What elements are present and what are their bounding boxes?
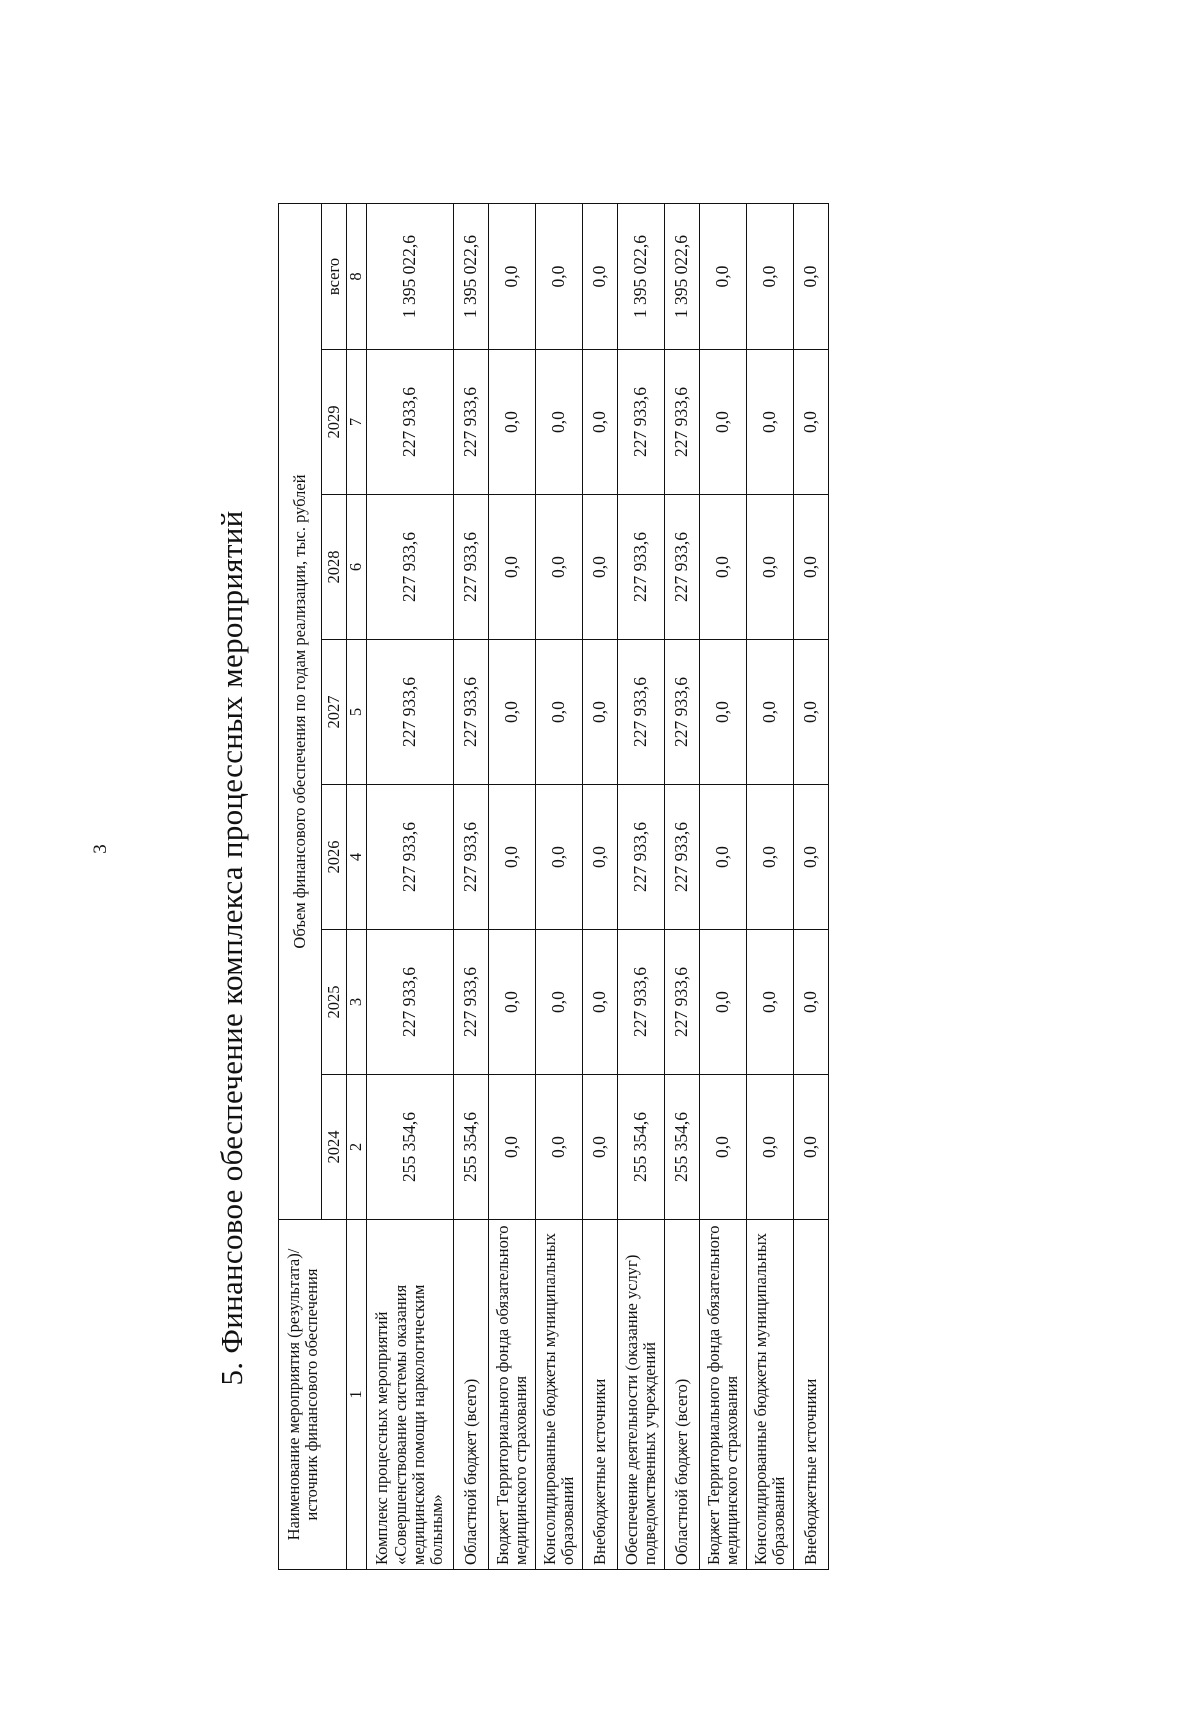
row-name: Внебюджетные источники bbox=[794, 1220, 829, 1570]
value-cell: 227 933,6 bbox=[454, 930, 489, 1075]
value-cell: 227 933,6 bbox=[454, 785, 489, 930]
value-cell: 227 933,6 bbox=[367, 640, 454, 785]
row-name: Консолидированные бюджеты муниципальных образований bbox=[747, 1220, 794, 1570]
row-name: Обеспечение деятельности (оказание услуг) подведомственных учреждений bbox=[618, 1220, 665, 1570]
header-name: Наименование мероприятия (результата)/источник финансового обеспечения bbox=[279, 1220, 347, 1570]
value-cell: 0,0 bbox=[489, 640, 536, 785]
header-year-2024: 2024 bbox=[322, 1075, 347, 1220]
table-row bbox=[665, 204, 700, 1570]
value-cell: 227 933,6 bbox=[665, 495, 700, 640]
value-cell: 227 933,6 bbox=[665, 640, 700, 785]
value-cell: 227 933,6 bbox=[454, 350, 489, 495]
value-cell: 0,0 bbox=[536, 640, 583, 785]
value-cell: 227 933,6 bbox=[454, 640, 489, 785]
value-cell: 0,0 bbox=[489, 785, 536, 930]
header-year-2028: 2028 bbox=[322, 495, 347, 640]
column-number: 3 bbox=[347, 930, 367, 1075]
row-name: Консолидированные бюджеты муниципальных образований bbox=[536, 1220, 583, 1570]
value-cell: 227 933,6 bbox=[618, 495, 665, 640]
value-cell: 255 354,6 bbox=[665, 1075, 700, 1220]
column-number: 7 bbox=[347, 350, 367, 495]
value-cell: 0,0 bbox=[794, 1075, 829, 1220]
value-cell: 0,0 bbox=[489, 1075, 536, 1220]
value-cell: 227 933,6 bbox=[367, 350, 454, 495]
column-number: 4 bbox=[347, 785, 367, 930]
row-name: Внебюджетные источники bbox=[583, 1220, 618, 1570]
value-cell: 0,0 bbox=[747, 1075, 794, 1220]
column-number: 1 bbox=[347, 1220, 367, 1570]
value-cell: 0,0 bbox=[700, 640, 747, 785]
value-cell: 0,0 bbox=[747, 640, 794, 785]
table-row bbox=[489, 204, 536, 1570]
row-name: Бюджет Территориального фонда обязательного медицинского страхования bbox=[489, 1220, 536, 1570]
row-name: Бюджет Территориального фонда обязательного медицинского страхования bbox=[700, 1220, 747, 1570]
value-cell: 0,0 bbox=[747, 930, 794, 1075]
value-cell: 0,0 bbox=[700, 785, 747, 930]
row-name: Областной бюджет (всего) bbox=[454, 1220, 489, 1570]
value-cell: 255 354,6 bbox=[367, 1075, 454, 1220]
value-cell: 227 933,6 bbox=[454, 495, 489, 640]
value-cell: 0,0 bbox=[489, 930, 536, 1075]
table-row bbox=[454, 204, 489, 1570]
section-title: 5. Финансовое обеспечение комплекса процессных мероприятий bbox=[214, 510, 249, 1386]
value-cell: 0,0 bbox=[700, 930, 747, 1075]
value-cell: 227 933,6 bbox=[618, 785, 665, 930]
value-cell: 0,0 bbox=[794, 785, 829, 930]
financing-table-wrapper bbox=[278, 203, 829, 1570]
header-year-2029: 2029 bbox=[322, 350, 347, 495]
total-cell: 0,0 bbox=[536, 204, 583, 350]
value-cell: 227 933,6 bbox=[618, 640, 665, 785]
table-row bbox=[618, 204, 665, 1570]
value-cell: 255 354,6 bbox=[454, 1075, 489, 1220]
total-cell: 1 395 022,6 bbox=[454, 204, 489, 350]
table-row bbox=[536, 204, 583, 1570]
value-cell: 0,0 bbox=[794, 640, 829, 785]
value-cell: 0,0 bbox=[489, 350, 536, 495]
column-number: 2 bbox=[347, 1075, 367, 1220]
value-cell: 0,0 bbox=[536, 1075, 583, 1220]
header-total: всего bbox=[322, 204, 347, 350]
table-row bbox=[700, 204, 747, 1570]
total-cell: 0,0 bbox=[747, 204, 794, 350]
value-cell: 0,0 bbox=[747, 495, 794, 640]
value-cell: 0,0 bbox=[583, 1075, 618, 1220]
value-cell: 227 933,6 bbox=[618, 350, 665, 495]
header-year-2025: 2025 bbox=[322, 930, 347, 1075]
table-row bbox=[583, 204, 618, 1570]
value-cell: 0,0 bbox=[747, 350, 794, 495]
total-cell: 1 395 022,6 bbox=[618, 204, 665, 350]
value-cell: 0,0 bbox=[700, 350, 747, 495]
column-number: 5 bbox=[347, 640, 367, 785]
rotated-content bbox=[0, 184, 1200, 1712]
value-cell: 0,0 bbox=[794, 930, 829, 1075]
value-cell: 0,0 bbox=[583, 640, 618, 785]
value-cell: 0,0 bbox=[583, 350, 618, 495]
total-cell: 0,0 bbox=[794, 204, 829, 350]
header-year-2027: 2027 bbox=[322, 640, 347, 785]
table-row bbox=[794, 204, 829, 1570]
value-cell: 0,0 bbox=[794, 495, 829, 640]
total-cell: 1 395 022,6 bbox=[367, 204, 454, 350]
header-year-2026: 2026 bbox=[322, 785, 347, 930]
value-cell: 227 933,6 bbox=[618, 930, 665, 1075]
value-cell: 227 933,6 bbox=[665, 350, 700, 495]
table-row bbox=[747, 204, 794, 1570]
value-cell: 0,0 bbox=[536, 495, 583, 640]
value-cell: 227 933,6 bbox=[367, 785, 454, 930]
value-cell: 0,0 bbox=[583, 495, 618, 640]
value-cell: 227 933,6 bbox=[367, 495, 454, 640]
total-cell: 0,0 bbox=[700, 204, 747, 350]
value-cell: 0,0 bbox=[536, 930, 583, 1075]
value-cell: 227 933,6 bbox=[665, 930, 700, 1075]
value-cell: 0,0 bbox=[700, 495, 747, 640]
financing-table bbox=[278, 203, 829, 1570]
row-name: Комплекс процессных мероприятий «Совершенствование системы оказания медицинской помощи наркологическим больным» bbox=[367, 1220, 454, 1570]
value-cell: 0,0 bbox=[794, 350, 829, 495]
value-cell: 227 933,6 bbox=[367, 930, 454, 1075]
value-cell: 227 933,6 bbox=[665, 785, 700, 930]
value-cell: 0,0 bbox=[536, 785, 583, 930]
table-row bbox=[367, 204, 454, 1570]
total-cell: 0,0 bbox=[583, 204, 618, 350]
column-number: 6 bbox=[347, 495, 367, 640]
value-cell: 0,0 bbox=[583, 930, 618, 1075]
page-number: 3 bbox=[90, 844, 111, 854]
value-cell: 0,0 bbox=[583, 785, 618, 930]
value-cell: 0,0 bbox=[536, 350, 583, 495]
value-cell: 0,0 bbox=[700, 1075, 747, 1220]
value-cell: 0,0 bbox=[489, 495, 536, 640]
value-cell: 255 354,6 bbox=[618, 1075, 665, 1220]
value-cell: 0,0 bbox=[747, 785, 794, 930]
total-cell: 1 395 022,6 bbox=[665, 204, 700, 350]
header-volume: Объем финансового обеспечения по годам реализации, тыс. рублей bbox=[279, 204, 322, 1220]
row-name: Областной бюджет (всего) bbox=[665, 1220, 700, 1570]
column-number: 8 bbox=[347, 204, 367, 350]
total-cell: 0,0 bbox=[489, 204, 536, 350]
